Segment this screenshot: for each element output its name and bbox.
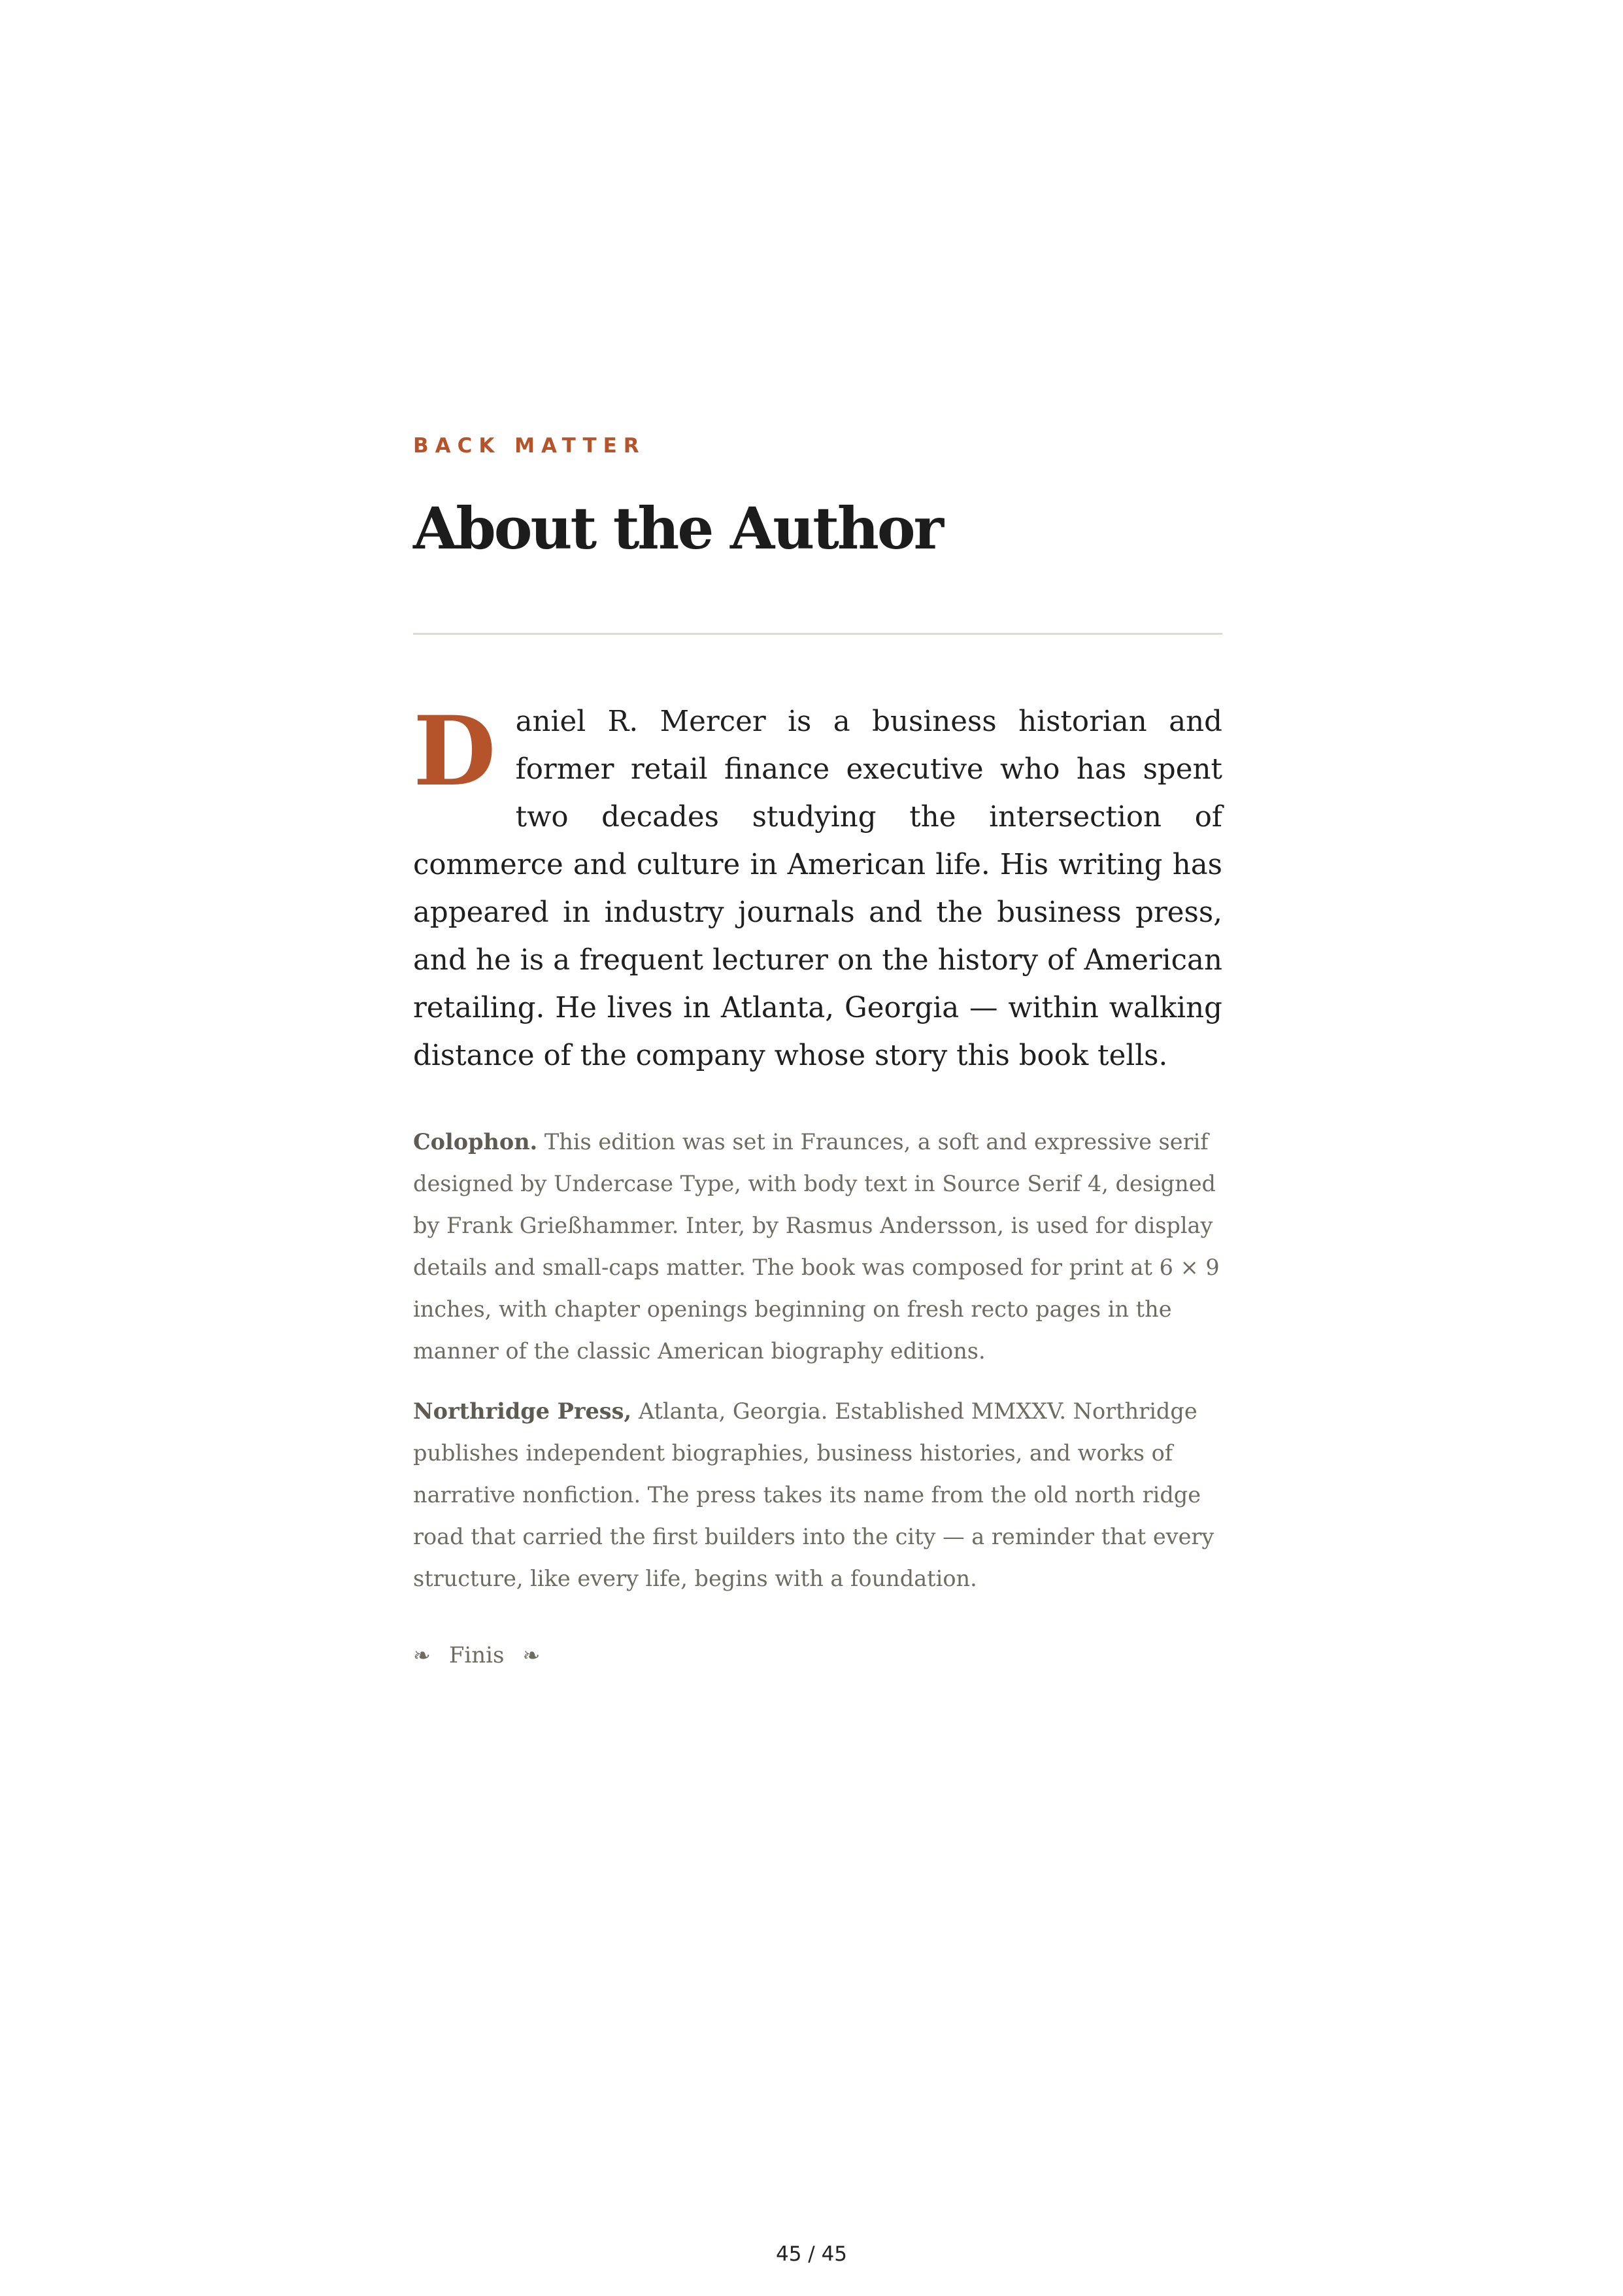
section-eyebrow: BACK MATTER [413,434,646,458]
fleuron-left-icon: ❧ [413,1643,431,1668]
press-lead: Northridge Press, [413,1398,632,1424]
finis-label: Finis [448,1642,505,1668]
colophon-text: This edition was set in Fraunces, a soft and expressive serif designed by Undercase Type, with body text in Source Serif 4, designed by Frank Grießhammer. Inter, by Rasmus Andersson, is used for display details and small-caps matter. The book was composed for print at 6 × 9 inches, with chapter openings beginning on fresh recto pages in the manner of the classic American biography editions. [413,1129,1220,1364]
press-paragraph [413,1391,1222,1600]
colophon-lead: Colophon. [413,1129,538,1155]
drop-cap: D [413,696,496,807]
page-number: 45 / 45 [775,2242,848,2266]
author-bio [413,698,1222,1080]
title-divider [413,633,1222,635]
page-content [413,431,1222,1668]
author-bio-text: aniel R. Mercer is a business historian and former retail finance executive who has spent two decades studying the intersection of commerce and culture in American life. His writing has appeared in industry journals and the business press, and he is a frequent lecturer on the history of American retailing. He lives in Atlanta, Georgia — within walking distance of the company whose story this book tells. [413,705,1222,1072]
page-title: About the Author [413,494,942,562]
fleuron-right-icon: ❧ [522,1643,541,1668]
press-text: Atlanta, Georgia. Established MMXXV. Northridge publishes independent biographies, business histories, and works of narrative nonfiction. The press takes its name from the old north ridge road that carried the first builders into the city — a reminder that every structure, like every life, begins with a foundation. [413,1398,1214,1591]
colophon-paragraph [413,1121,1222,1372]
finis-mark [413,1642,540,1668]
